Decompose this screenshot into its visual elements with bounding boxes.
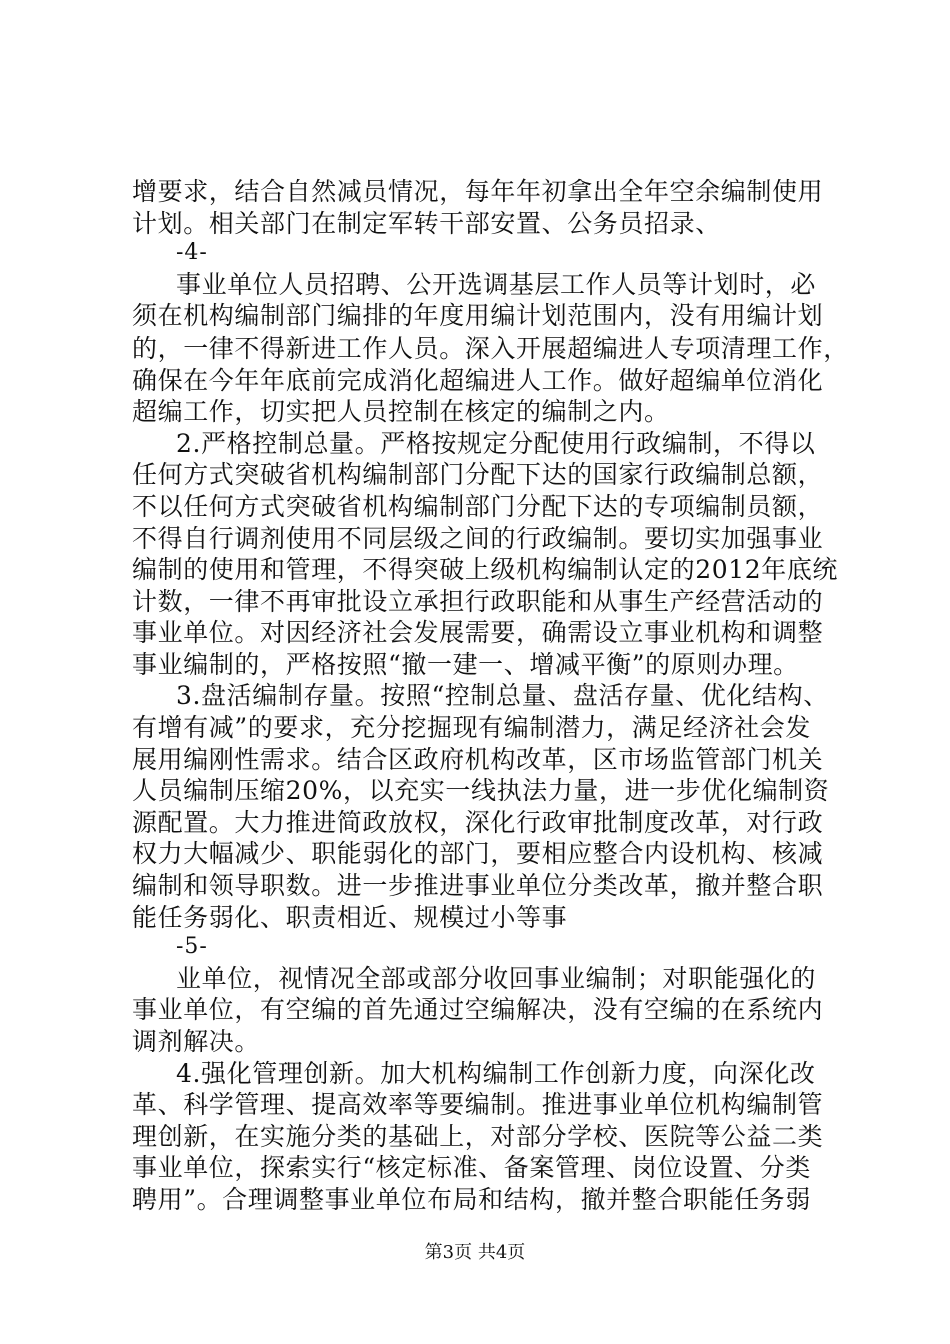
text-line: 4.强化管理创新。加大机构编制工作创新力度，向深化改 [176, 1059, 816, 1088]
page-marker: -5- [176, 934, 208, 959]
text-line: 计划。相关部门在制定军转干部安置、公务员招录、 [132, 209, 721, 238]
text-line: 聘用”。合理调整事业单位布局和结构，撤并整合职能任务弱 [132, 1185, 811, 1214]
text-line: 的，一律不得新进工作人员。深入开展超编进人专项清理工作， [132, 334, 849, 363]
text-line: 业单位，视情况全部或部分收回事业编制；对职能强化的 [176, 964, 817, 993]
text-line: 事业单位，有空编的首先通过空编解决，没有空编的在系统内 [132, 995, 824, 1024]
text-line: 编制的使用和管理，不得突破上级机构编制认定的2012年底统 [132, 555, 839, 584]
text-line: 调剂解决。 [132, 1027, 261, 1056]
text-line: 确保在今年年底前完成消化超编进人工作。做好超编单位消化 [132, 366, 824, 395]
text-line: 革、科学管理、提高效率等要编制。推进事业单位机构编制管 [132, 1090, 824, 1119]
text-line: 不得自行调剂使用不同层级之间的行政编制。要切实加强事业 [132, 524, 824, 553]
text-line: 编制和领导职数。进一步推进事业单位分类改革，撤并整合职 [132, 871, 824, 900]
text-line: 须在机构编制部门编排的年度用编计划范围内，没有用编计划 [132, 301, 824, 330]
text-line: 3.盘活编制存量。按照“控制总量、盘活存量、优化结构、 [176, 681, 829, 710]
text-line: 事业单位。对因经济社会发展需要，确需设立事业机构和调整 [132, 618, 824, 647]
text-line: 增要求，结合自然减员情况，每年年初拿出全年空余编制使用 [132, 177, 824, 206]
text-line: 超编工作，切实把人员控制在核定的编制之内。 [132, 397, 670, 426]
text-line: 2.严格控制总量。严格按规定分配使用行政编制，不得以 [176, 429, 816, 458]
text-line: 计数，一律不再审批设立承担行政职能和从事生产经营活动的 [132, 587, 824, 616]
text-line: 事业单位人员招聘、公开选调基层工作人员等计划时，必 [176, 270, 817, 299]
text-line: 事业编制的，严格按照“撤一建一、增减平衡”的原则办理。 [132, 650, 799, 679]
text-line: 人员编制压缩20%，以充实一线执法力量，进一步优化编制资 [132, 776, 830, 805]
text-line: 能任务弱化、职责相近、规模过小等事 [132, 903, 568, 932]
text-line: 有增有减”的要求，充分挖掘现有编制潜力，满足经济社会发 [132, 713, 811, 742]
text-line: 理创新，在实施分类的基础上，对部分学校、医院等公益二类 [132, 1122, 824, 1151]
text-line: 展用编刚性需求。结合区政府机构改革，区市场监管部门机关 [132, 745, 824, 774]
text-line: 不以任何方式突破省机构编制部门分配下达的专项编制员额， [132, 492, 824, 521]
text-line: 权力大幅减少、职能弱化的部门，要相应整合内设机构、核减 [132, 839, 824, 868]
text-line: 任何方式突破省机构编制部门分配下达的国家行政编制总额， [132, 460, 824, 489]
page-marker: -4- [176, 240, 208, 265]
text-line: 事业单位，探索实行“核定标准、备案管理、岗位设置、分类 [132, 1153, 811, 1182]
text-line: 源配置。大力推进简政放权，深化行政审批制度改革，对行政 [132, 808, 824, 837]
page-footer: 第3页 共4页 [424, 1242, 526, 1263]
